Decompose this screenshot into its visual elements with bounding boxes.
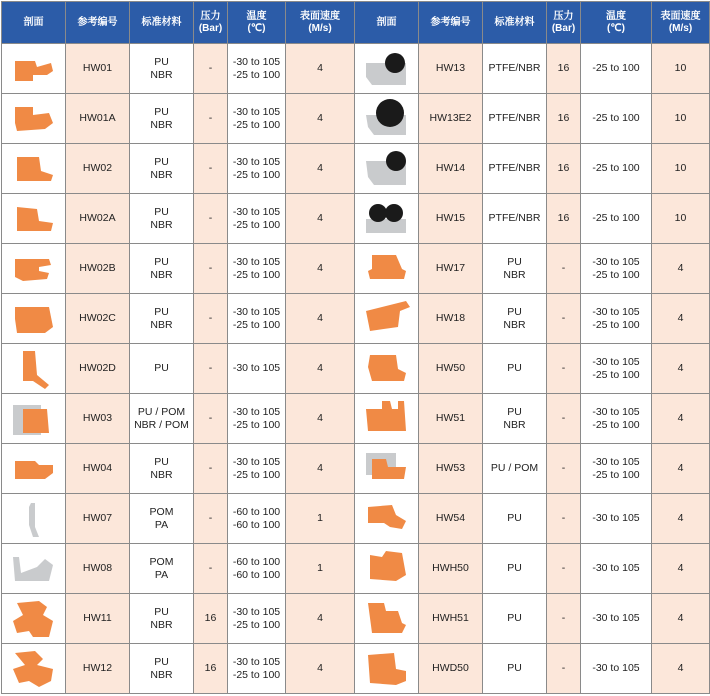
header-material: 标准材料 (483, 2, 547, 44)
pressure-cell: 16 (547, 94, 581, 144)
profile-cell (355, 194, 419, 244)
surface-speed-cell: 4 (286, 244, 355, 294)
table-row (2, 344, 710, 394)
surface-speed-cell: 4 (286, 44, 355, 94)
material-cell: PU NBR (130, 94, 194, 144)
orange-seal-profile-icon (362, 297, 412, 341)
material-cell: PU NBR (130, 144, 194, 194)
material-cell: PU (483, 494, 547, 544)
material-cell: PU NBR (130, 594, 194, 644)
profile-cell (355, 444, 419, 494)
profile-cell (2, 94, 66, 144)
grey-seal-with-black-oring-icon (362, 47, 412, 91)
table-row (2, 394, 710, 444)
pressure-cell: - (194, 344, 228, 394)
surface-speed-cell: 4 (652, 344, 710, 394)
temperature-cell: -30 to 105 -25 to 100 (228, 294, 286, 344)
material-cell: PTFE/NBR (483, 44, 547, 94)
temperature-cell: -30 to 105 (581, 594, 652, 644)
reference-code-cell: HW04 (66, 444, 130, 494)
pressure-cell: - (194, 544, 228, 594)
pressure-cell: - (194, 94, 228, 144)
pressure-cell: - (547, 244, 581, 294)
temperature-cell: -30 to 105 -25 to 100 (228, 194, 286, 244)
reference-code-cell: HWD50 (419, 644, 483, 694)
reference-code-cell: HW02C (66, 294, 130, 344)
temperature-cell: -25 to 100 (581, 94, 652, 144)
reference-code-cell: HW15 (419, 194, 483, 244)
profile-cell (2, 644, 66, 694)
material-cell: PTFE/NBR (483, 144, 547, 194)
orange-seal-profile-icon (362, 547, 412, 591)
pressure-cell: - (194, 144, 228, 194)
table-row (2, 144, 710, 194)
table-row (2, 594, 710, 644)
reference-code-cell: HW02A (66, 194, 130, 244)
surface-speed-cell: 4 (652, 444, 710, 494)
table-row (2, 94, 710, 144)
pressure-cell: - (547, 394, 581, 444)
temperature-cell: -30 to 105 (581, 544, 652, 594)
material-cell: PU NBR (130, 644, 194, 694)
profile-cell (355, 394, 419, 444)
reference-code-cell: HW17 (419, 244, 483, 294)
header-pressure: 压力 (Bar) (547, 2, 581, 44)
orange-seal-profile-icon (9, 197, 59, 241)
surface-speed-cell: 1 (286, 544, 355, 594)
profile-cell (355, 344, 419, 394)
orange-seal-profile-icon (9, 297, 59, 341)
surface-speed-cell: 4 (286, 144, 355, 194)
pressure-cell: - (547, 344, 581, 394)
temperature-cell: -30 to 105 -25 to 100 (581, 344, 652, 394)
pressure-cell: - (547, 594, 581, 644)
pressure-cell: - (194, 494, 228, 544)
material-cell: PU NBR (130, 294, 194, 344)
surface-speed-cell: 4 (286, 194, 355, 244)
temperature-cell: -60 to 100 -60 to 100 (228, 544, 286, 594)
table-row (2, 494, 710, 544)
material-cell: PU (483, 344, 547, 394)
profile-cell (2, 544, 66, 594)
reference-code-cell: HW01A (66, 94, 130, 144)
reference-code-cell: HWH51 (419, 594, 483, 644)
orange-seal-profile-icon (9, 147, 59, 191)
profile-cell (355, 244, 419, 294)
pressure-cell: - (194, 444, 228, 494)
material-cell: PU / POM (483, 444, 547, 494)
pressure-cell: - (547, 644, 581, 694)
temperature-cell: -30 to 105 -25 to 100 (228, 144, 286, 194)
pressure-cell: 16 (194, 594, 228, 644)
material-cell: PU NBR (483, 294, 547, 344)
reference-code-cell: HW01 (66, 44, 130, 94)
surface-speed-cell: 1 (286, 494, 355, 544)
material-cell: PU / POM NBR / POM (130, 394, 194, 444)
pressure-cell: 16 (547, 44, 581, 94)
table-row (2, 644, 710, 694)
surface-speed-cell: 4 (652, 594, 710, 644)
pressure-cell: - (194, 394, 228, 444)
header-pressure: 压力 (Bar) (194, 2, 228, 44)
seal-spec-table (1, 1, 710, 694)
pressure-cell: - (547, 444, 581, 494)
surface-speed-cell: 10 (652, 144, 710, 194)
profile-cell (2, 244, 66, 294)
reference-code-cell: HW03 (66, 394, 130, 444)
temperature-cell: -60 to 100 -60 to 100 (228, 494, 286, 544)
temperature-cell: -30 to 105 -25 to 100 (228, 44, 286, 94)
grey-seal-with-black-oring-icon (362, 147, 412, 191)
reference-code-cell: HW11 (66, 594, 130, 644)
profile-cell (2, 394, 66, 444)
reference-code-cell: HW50 (419, 344, 483, 394)
profile-cell (355, 544, 419, 594)
material-cell: PU (483, 594, 547, 644)
header-reference-code: 参考编号 (66, 2, 130, 44)
orange-seal-profile-icon (362, 347, 412, 391)
pressure-cell: - (547, 494, 581, 544)
temperature-cell: -30 to 105 (228, 344, 286, 394)
reference-code-cell: HWH50 (419, 544, 483, 594)
surface-speed-cell: 4 (652, 644, 710, 694)
material-cell: PU NBR (130, 194, 194, 244)
orange-seal-profile-icon (9, 647, 59, 691)
table-row (2, 444, 710, 494)
surface-speed-cell: 4 (652, 244, 710, 294)
reference-code-cell: HW08 (66, 544, 130, 594)
temperature-cell: -30 to 105 (581, 644, 652, 694)
orange-seal-profile-icon (9, 347, 59, 391)
profile-cell (2, 494, 66, 544)
material-cell: PU NBR (130, 44, 194, 94)
pressure-cell: - (547, 294, 581, 344)
profile-cell (355, 644, 419, 694)
profile-cell (355, 594, 419, 644)
material-cell: PU NBR (130, 444, 194, 494)
grey-seal-with-black-oring-icon (362, 97, 412, 141)
surface-speed-cell: 4 (652, 544, 710, 594)
temperature-cell: -25 to 100 (581, 144, 652, 194)
temperature-cell: -30 to 105 -25 to 100 (228, 244, 286, 294)
orange-seal-profile-icon (9, 97, 59, 141)
orange-seal-profile-icon (362, 397, 412, 441)
reference-code-cell: HW02B (66, 244, 130, 294)
material-cell: PTFE/NBR (483, 194, 547, 244)
material-cell: PU NBR (483, 244, 547, 294)
header-surface-speed: 表面速度 (M/s) (286, 2, 355, 44)
pressure-cell: 16 (194, 644, 228, 694)
material-cell: PU (130, 344, 194, 394)
header-temperature: 温度 (℃) (581, 2, 652, 44)
grey-and-orange-seal-icon (362, 447, 412, 491)
profile-cell (2, 144, 66, 194)
profile-cell (2, 44, 66, 94)
surface-speed-cell: 4 (286, 294, 355, 344)
temperature-cell: -25 to 100 (581, 44, 652, 94)
pressure-cell: - (547, 544, 581, 594)
surface-speed-cell: 4 (286, 344, 355, 394)
reference-code-cell: HW54 (419, 494, 483, 544)
profile-cell (355, 44, 419, 94)
orange-seal-profile-icon (9, 247, 59, 291)
table-row (2, 244, 710, 294)
profile-cell (2, 294, 66, 344)
grey-seal-with-two-black-orings-icon (362, 197, 412, 241)
pressure-cell: - (194, 194, 228, 244)
material-cell: POM PA (130, 544, 194, 594)
material-cell: PU (483, 644, 547, 694)
material-cell: PU NBR (130, 244, 194, 294)
orange-seal-profile-icon (362, 497, 412, 541)
header-reference-code: 参考编号 (419, 2, 483, 44)
temperature-cell: -30 to 105 -25 to 100 (228, 644, 286, 694)
surface-speed-cell: 4 (286, 594, 355, 644)
temperature-cell: -30 to 105 -25 to 100 (581, 244, 652, 294)
header-profile: 剖面 (2, 2, 66, 44)
temperature-cell: -30 to 105 (581, 494, 652, 544)
header-profile: 剖面 (355, 2, 419, 44)
surface-speed-cell: 4 (652, 294, 710, 344)
temperature-cell: -30 to 105 -25 to 100 (581, 444, 652, 494)
reference-code-cell: HW12 (66, 644, 130, 694)
profile-cell (2, 194, 66, 244)
profile-cell (2, 344, 66, 394)
reference-code-cell: HW13E2 (419, 94, 483, 144)
reference-code-cell: HW18 (419, 294, 483, 344)
surface-speed-cell: 4 (652, 394, 710, 444)
surface-speed-cell: 4 (286, 644, 355, 694)
orange-seal-profile-icon (362, 247, 412, 291)
profile-cell (2, 594, 66, 644)
reference-code-cell: HW51 (419, 394, 483, 444)
temperature-cell: -30 to 105 -25 to 100 (228, 394, 286, 444)
header-row (2, 2, 710, 44)
profile-cell (355, 94, 419, 144)
profile-cell (355, 294, 419, 344)
temperature-cell: -25 to 100 (581, 194, 652, 244)
pressure-cell: - (194, 294, 228, 344)
material-cell: POM PA (130, 494, 194, 544)
temperature-cell: -30 to 105 -25 to 100 (228, 594, 286, 644)
orange-seal-profile-icon (9, 447, 59, 491)
material-cell: PTFE/NBR (483, 94, 547, 144)
temperature-cell: -30 to 105 -25 to 100 (581, 294, 652, 344)
orange-seal-profile-icon (9, 597, 59, 641)
table-row (2, 544, 710, 594)
temperature-cell: -30 to 105 -25 to 100 (581, 394, 652, 444)
temperature-cell: -30 to 105 -25 to 100 (228, 444, 286, 494)
reference-code-cell: HW02D (66, 344, 130, 394)
grey-seal-profile-icon (9, 497, 59, 541)
grey-and-orange-seal-icon (9, 397, 59, 441)
reference-code-cell: HW53 (419, 444, 483, 494)
pressure-cell: 16 (547, 194, 581, 244)
reference-code-cell: HW07 (66, 494, 130, 544)
reference-code-cell: HW14 (419, 144, 483, 194)
table-row (2, 294, 710, 344)
surface-speed-cell: 10 (652, 194, 710, 244)
pressure-cell: - (194, 244, 228, 294)
grey-seal-profile-icon (9, 547, 59, 591)
material-cell: PU (483, 544, 547, 594)
reference-code-cell: HW13 (419, 44, 483, 94)
profile-cell (355, 494, 419, 544)
surface-speed-cell: 4 (286, 444, 355, 494)
orange-seal-profile-icon (9, 47, 59, 91)
pressure-cell: 16 (547, 144, 581, 194)
surface-speed-cell: 10 (652, 44, 710, 94)
pressure-cell: - (194, 44, 228, 94)
surface-speed-cell: 4 (286, 94, 355, 144)
profile-cell (2, 444, 66, 494)
header-surface-speed: 表面速度 (M/s) (652, 2, 710, 44)
orange-seal-profile-icon (362, 647, 412, 691)
material-cell: PU NBR (483, 394, 547, 444)
table-row (2, 194, 710, 244)
table-row (2, 44, 710, 94)
temperature-cell: -30 to 105 -25 to 100 (228, 94, 286, 144)
profile-cell (355, 144, 419, 194)
surface-speed-cell: 10 (652, 94, 710, 144)
header-temperature: 温度 (℃) (228, 2, 286, 44)
header-material: 标准材料 (130, 2, 194, 44)
reference-code-cell: HW02 (66, 144, 130, 194)
surface-speed-cell: 4 (652, 494, 710, 544)
surface-speed-cell: 4 (286, 394, 355, 444)
orange-seal-profile-icon (362, 597, 412, 641)
